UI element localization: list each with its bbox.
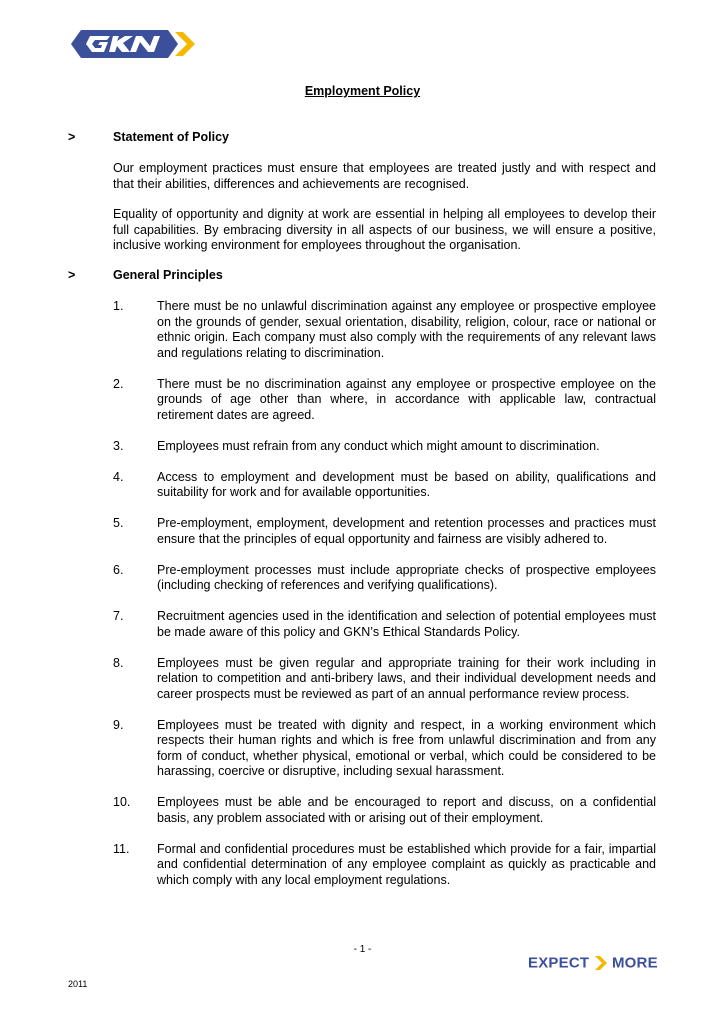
section-title: Statement of Policy — [113, 130, 229, 144]
item-text: Employees must refrain from any conduct which might amount to discrimination. — [157, 438, 600, 453]
gkn-logo — [68, 28, 198, 60]
item-number: 9. — [113, 717, 124, 732]
brand-right-text: MORE — [611, 954, 658, 972]
list-item — [113, 377, 656, 424]
item-number: 5. — [113, 516, 124, 530]
list-item — [113, 842, 656, 889]
item-text: Access to employment and development must be based on ability, qualifications and suitability for work and for available opportunities. — [157, 469, 656, 499]
item-text: Employees must be given regular and appropriate training for their work including in relation to competition and anti-bribery laws, and their individual development needs and career prospects must be reviewed as part of an annual performance review process. — [157, 655, 656, 701]
section-title: General Principles — [113, 268, 223, 282]
item-number: 7. — [113, 609, 124, 623]
item-number: 11. — [113, 841, 130, 856]
list-item — [113, 609, 656, 640]
expect-more-branding — [528, 954, 658, 972]
principles-list — [113, 299, 656, 904]
list-item — [113, 795, 656, 826]
item-text: Employees must be able and be encouraged to report and discuss, on a confidential basis, any problem associated with or arising out of their employment. — [157, 795, 656, 825]
item-number: 4. — [113, 469, 124, 484]
item-number: 1. — [113, 299, 124, 313]
item-text: Recruitment agencies used in the identification and selection of potential employees must be made aware of this policy and GKN’s Ethical Standards Policy. — [157, 609, 656, 639]
list-item — [113, 516, 656, 547]
item-text: Pre-employment, employment, development and retention processes and practices must ensure that the principles of equal opportunity and fairness are visibly adhered to. — [157, 516, 656, 546]
item-number: 3. — [113, 438, 124, 453]
list-item — [113, 656, 656, 703]
chevron-right-icon — [594, 955, 608, 971]
brand-left-text: EXPECT — [528, 954, 590, 972]
list-item — [113, 299, 656, 361]
section-marker: > — [68, 130, 76, 144]
item-number: 8. — [113, 655, 124, 670]
item-number: 6. — [113, 562, 124, 577]
document-title: Employment Policy — [304, 84, 421, 98]
list-item — [113, 470, 656, 501]
item-text: Formal and confidential procedures must be established which provide for a fair, impartial and confidential determination of any employee complaint as quickly as practicable and which comply with any local employment regulations. — [157, 841, 656, 887]
item-text: Pre-employment processes must include appropriate checks of prospective employees (including checking of references and verifying qualifications). — [157, 562, 656, 592]
footer-year: 2011 — [68, 979, 88, 989]
section-marker: > — [68, 268, 76, 282]
item-number: 10. — [113, 795, 131, 809]
page-number: - 1 - — [353, 944, 372, 955]
list-item — [113, 563, 656, 594]
item-text: There must be no discrimination against any employee or prospective employee on the grounds of age other than where, in accordance with applicable law, contractual retirement dates are agreed. — [157, 376, 656, 422]
paragraph: Our employment practices must ensure that employees are treated justly and with respect and that their abilities, differences and achievements are recognised. — [113, 161, 656, 191]
item-text: There must be no unlawful discrimination against any employee or prospective employee on the grounds of gender, sexual orientation, disability, religion, colour, race or national or ethnic origin. Each company must also comply with the requirements of any relevant laws and regulations relating to discrimination. — [157, 299, 656, 360]
item-number: 2. — [113, 376, 124, 391]
list-item — [113, 718, 656, 780]
item-text: Employees must be treated with dignity and respect, in a working environment which respects their human rights and which is free from unlawful discrimination and from any form of conduct, whether physical, emotional or verbal, which could be considered to be harassing, coercive or disruptive, including sexual harassment. — [157, 717, 656, 778]
list-item — [113, 439, 656, 455]
paragraph: Equality of opportunity and dignity at work are essential in helping all employees to develop their full capabilities. By embracing diversity in all aspects of our business, we will ensure a positive, inclusive working environment for employees throughout the organisation. — [113, 207, 656, 252]
